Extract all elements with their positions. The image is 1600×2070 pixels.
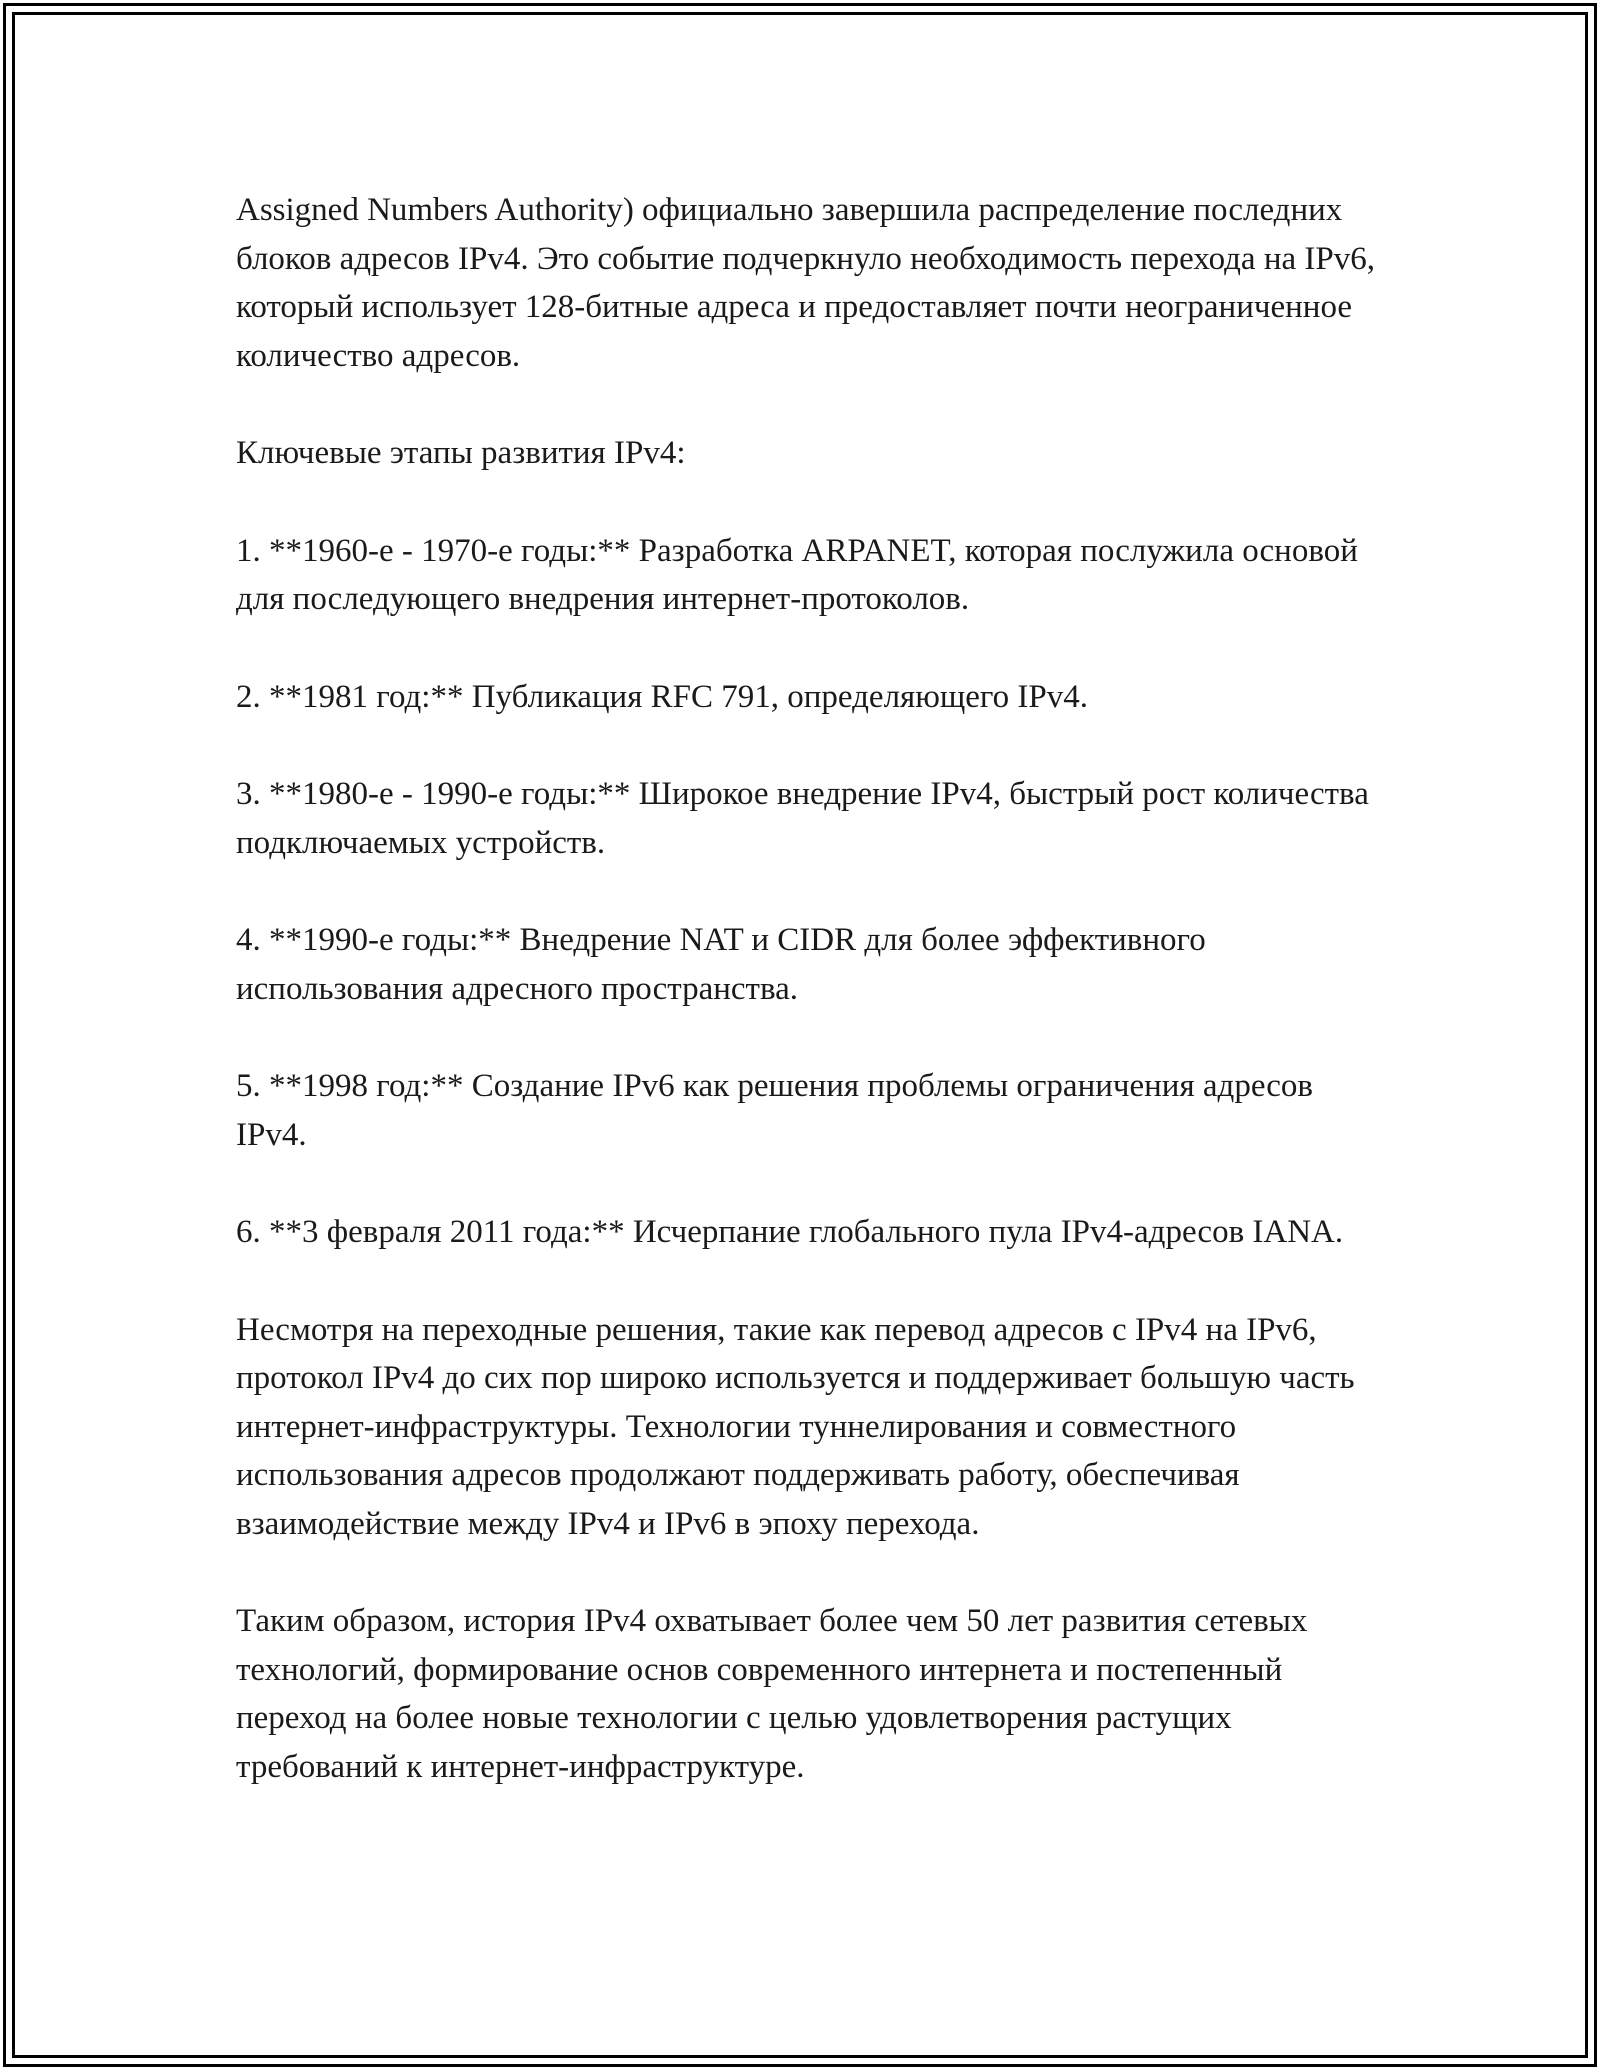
- intro-paragraph: Assigned Numbers Authority) официально завершила распределение последних блоков адресов IPv4. Это событие подчеркнуло необходимость перехода на IPv6, который использует 128-битные адреса и предоставляет почти неограниченное количество адресов.: [236, 192, 1375, 374]
- transition-paragraph: Несмотря на переходные решения, такие как перевод адресов с IPv4 на IPv6, протокол IPv4 до сих пор широко используется и поддерживает большую часть интернет-инфраструктуры. Технологии туннелирования и совместного использования адресов продолжают поддерживать работу, обеспечивая взаимодействие между IPv4 и IPv6 в эпоху перехода.: [236, 1311, 1355, 1542]
- milestone-item-6: 6. **3 февраля 2011 года:** Исчерпание глобального пула IPv4-адресов IANA.: [236, 1214, 1344, 1250]
- milestones-heading: Ключевые этапы развития IPv4:: [236, 435, 686, 471]
- document-body: [236, 186, 1376, 1791]
- milestone-item-3: 3. **1980-е - 1990-е годы:** Широкое внедрение IPv4, быстрый рост количества подключаемых устройств.: [236, 776, 1369, 861]
- conclusion-paragraph: Таким образом, история IPv4 охватывает более чем 50 лет развития сетевых технологий, формирование основ современного интернета и постепенный переход на более новые технологии с целью удовлетворения растущих требований к интернет-инфраструктуре.: [236, 1603, 1308, 1785]
- milestone-item-4: 4. **1990-е годы:** Внедрение NAT и CIDR для более эффективного использования адресного пространства.: [236, 922, 1206, 1007]
- milestone-item-5: 5. **1998 год:** Создание IPv6 как решения проблемы ограничения адресов IPv4.: [236, 1068, 1314, 1153]
- milestone-item-2: 2. **1981 год:** Публикация RFC 791, определяющего IPv4.: [236, 678, 1088, 715]
- milestone-item-1: 1. **1960-е - 1970-е годы:** Разработка ARPANET, которая послужила основой для последующего внедрения интернет-протоколов.: [236, 532, 1358, 617]
